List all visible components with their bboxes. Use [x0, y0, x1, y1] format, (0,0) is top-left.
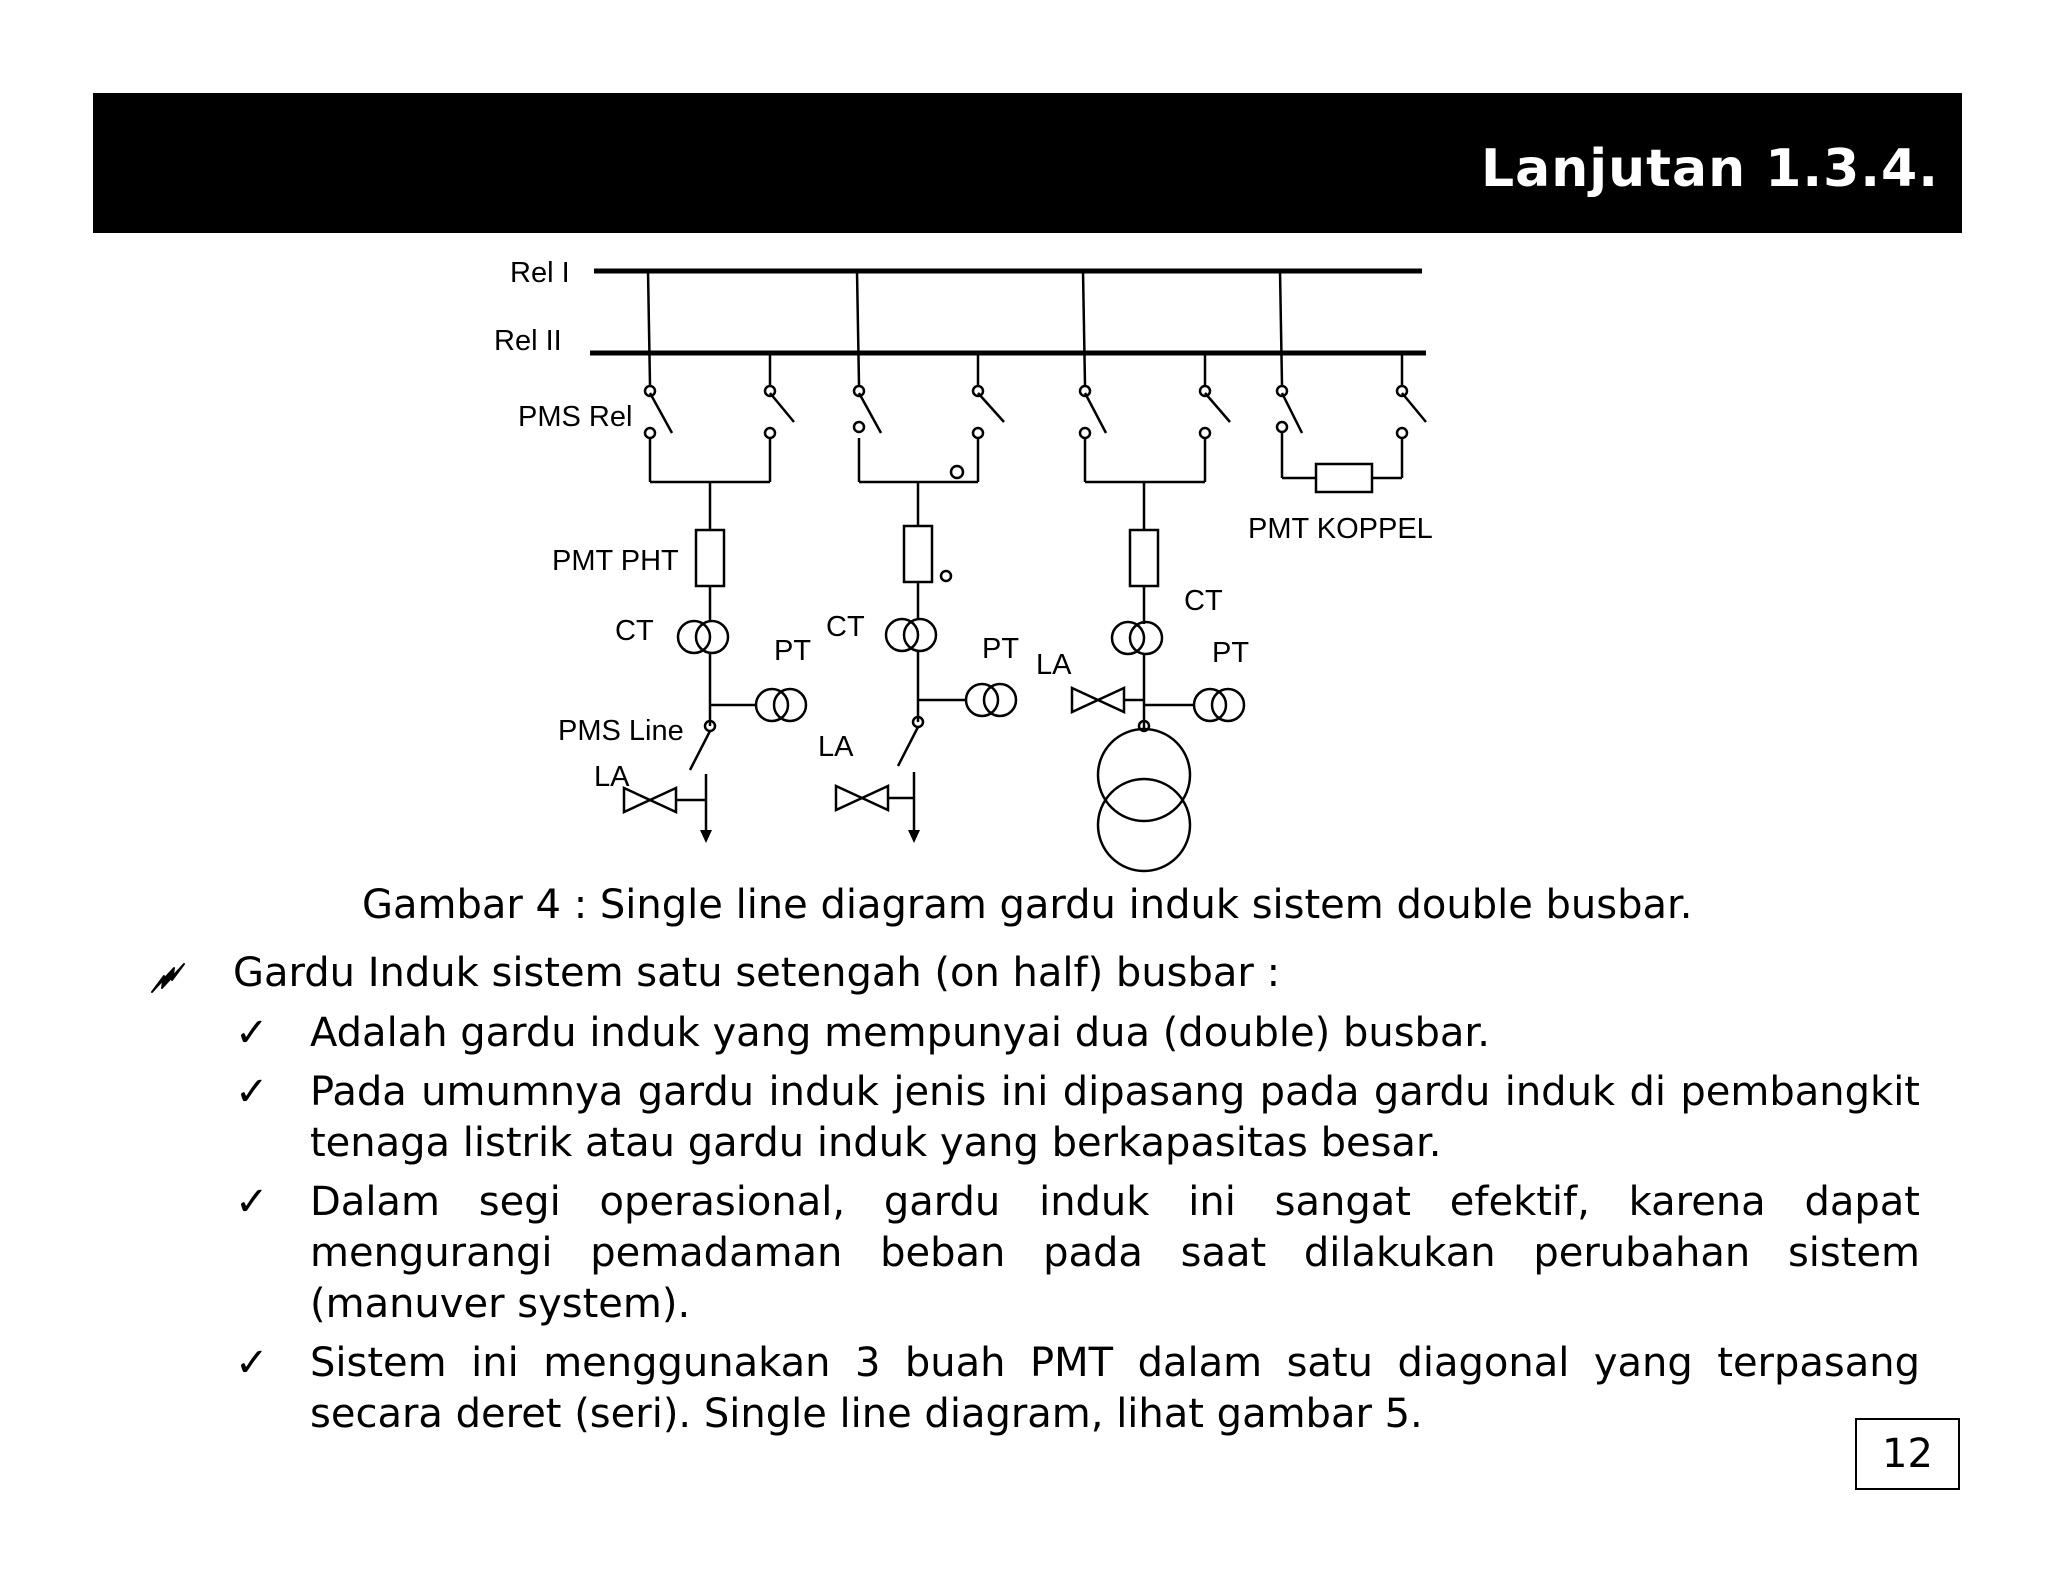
list-item: [235, 1338, 1920, 1440]
label-la-3: LA: [1036, 649, 1072, 681]
lightning-bullet-icon: [148, 958, 188, 1008]
pt-1-symbol: [756, 689, 788, 721]
label-la-2: LA: [818, 731, 854, 763]
list-item: [235, 1008, 1920, 1059]
label-pms-rel: PMS Rel: [518, 401, 633, 433]
pmt-pht-breaker: [696, 530, 724, 586]
ct-1-symbol: [678, 621, 710, 653]
la-2-symbol: [836, 786, 862, 810]
ct-2-symbol: [886, 619, 918, 651]
label-pt-3: PT: [1212, 637, 1250, 669]
page-title: Lanjutan 1.3.4.: [1481, 139, 1939, 199]
pt-2-symbol: [966, 684, 998, 716]
list-item: [235, 1177, 1920, 1330]
pmt-bay-3-breaker: [1130, 530, 1158, 586]
list-item-text: Adalah gardu induk yang mempunyai dua (double) busbar.: [310, 1010, 1490, 1056]
label-ct-1: CT: [615, 615, 654, 647]
label-ct-2: CT: [826, 611, 865, 643]
la-3-symbol: [1072, 688, 1098, 712]
coupler-bay: [1282, 432, 1402, 492]
list-item-text: Pada umumnya gardu induk jenis ini dipasang pada gardu induk di pembangkit tenaga listrik atau gardu induk yang berkapasitas besar.: [310, 1069, 1920, 1166]
pt-3-symbol: [1194, 689, 1226, 721]
label-ct-3: CT: [1184, 585, 1223, 617]
label-pms-line: PMS Line: [558, 715, 684, 747]
pmt-bay-2-breaker: [904, 526, 932, 582]
check-icon: ✓: [235, 1069, 269, 1115]
list-item-text: Sistem ini menggunakan 3 buah PMT dalam satu diagonal yang terpasang secara deret (seri). Single line diagram, lihat gambar 5.: [310, 1340, 1920, 1437]
section-heading-text: Gardu Induk sistem satu setengah (on half) busbar :: [233, 950, 1281, 996]
list-item: [235, 1067, 1920, 1169]
check-icon: ✓: [235, 1010, 269, 1056]
label-pmt-pht: PMT PHT: [552, 545, 679, 577]
ct-3-symbol: [1112, 622, 1144, 654]
page-number: 12: [1855, 1418, 1960, 1490]
list-item-text: Dalam segi operasional, gardu induk ini sangat efektif, karena dapat mengurangi pemadaman beban pada saat dilakukan perubahan sistem (manuver system).: [310, 1179, 1920, 1327]
pmt-koppel-breaker: [1316, 464, 1372, 492]
label-rel-2: Rel II: [494, 325, 562, 357]
bullet-list: [235, 1008, 1920, 1448]
label-pmt-koppel: PMT KOPPEL: [1248, 513, 1433, 545]
label-pt-1: PT: [774, 635, 812, 667]
check-icon: ✓: [235, 1179, 269, 1225]
label-pt-2: PT: [982, 633, 1020, 665]
figure-caption: Gambar 4 : Single line diagram gardu induk sistem double busbar.: [362, 882, 1693, 928]
pms-rel-switches: [645, 386, 1426, 438]
label-la-1: LA: [594, 761, 630, 793]
label-rel-1: Rel I: [510, 257, 570, 289]
power-transformer-symbol: [1098, 729, 1190, 821]
check-icon: ✓: [235, 1340, 269, 1386]
